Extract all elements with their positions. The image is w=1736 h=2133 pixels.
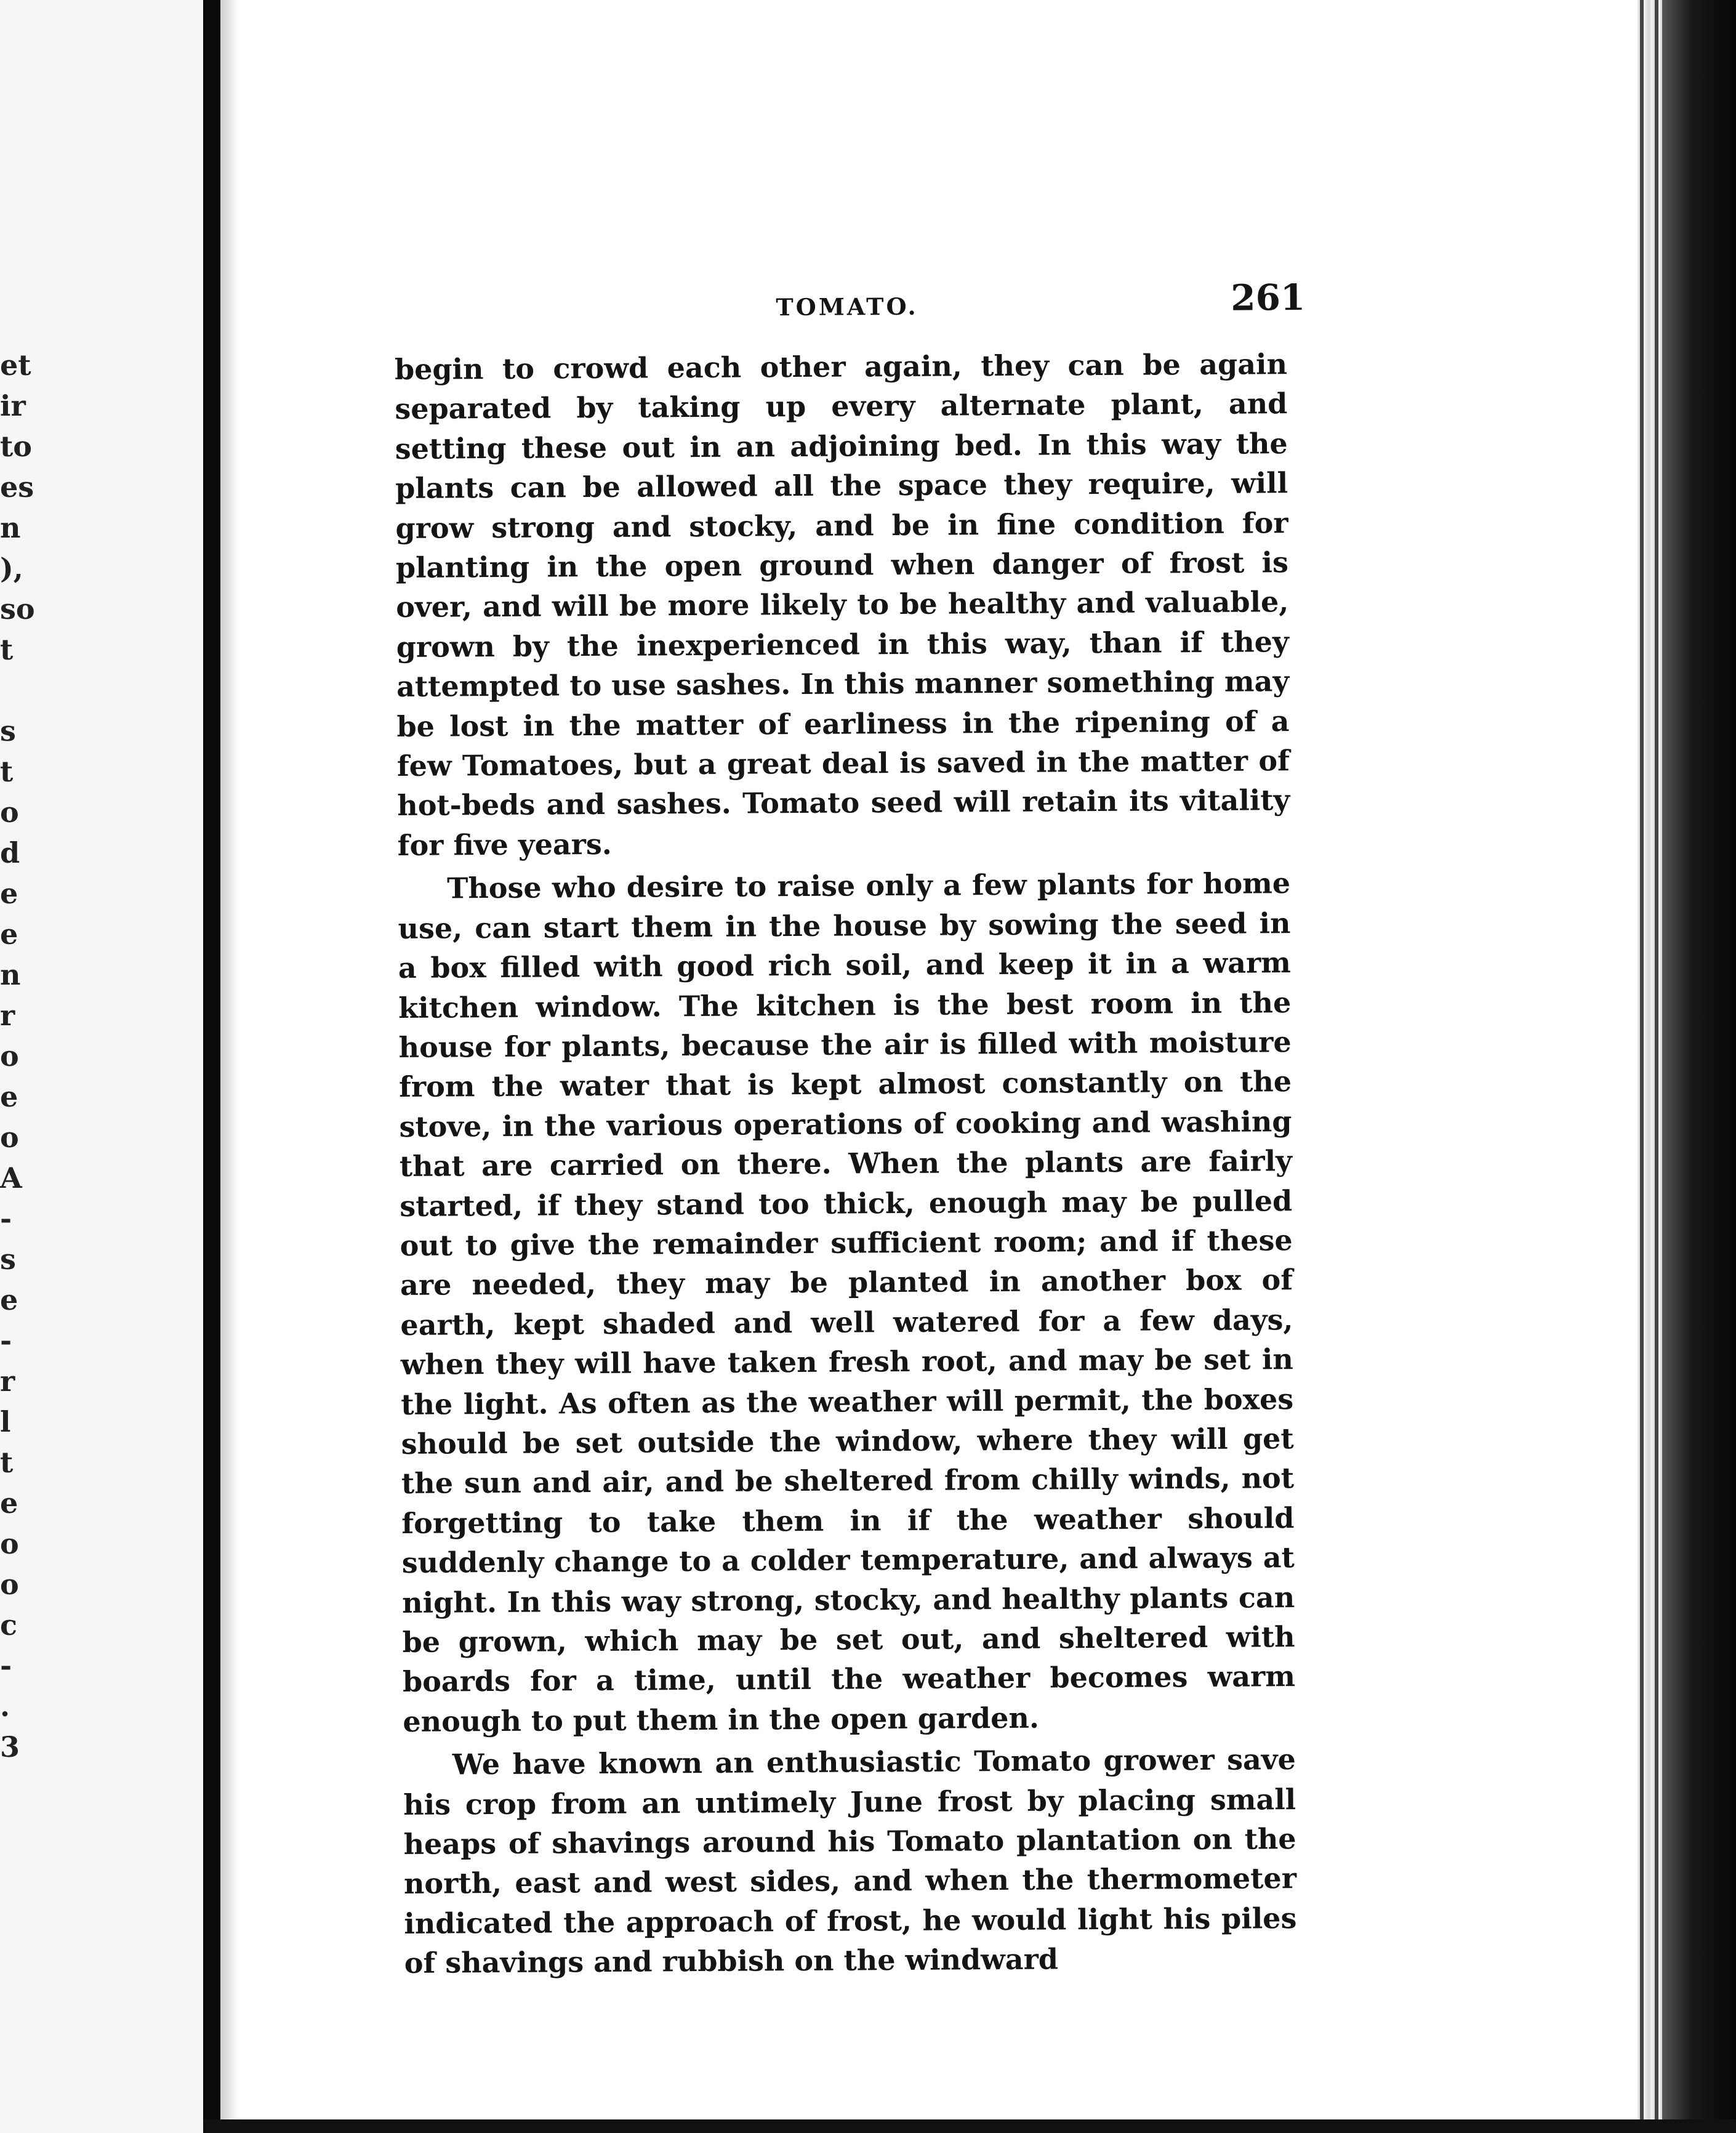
fragment: s [0, 714, 16, 748]
body-text [395, 344, 1297, 1983]
facing-page-text-fragments [0, 345, 37, 1767]
gutter-shadow [220, 0, 239, 2133]
running-head: TOMATO. [776, 292, 918, 321]
fragment: o [0, 1121, 19, 1154]
fragment: t [0, 755, 14, 788]
fragment: t [0, 633, 14, 666]
fragment: d [0, 836, 20, 869]
printed-page [394, 265, 1306, 1986]
fragment: ir [0, 389, 26, 422]
fragment: ), [0, 552, 23, 585]
edge-line [1655, 0, 1658, 2133]
fragment: t [0, 1446, 14, 1479]
fragment: - [0, 1202, 12, 1235]
book-cover-edge [1662, 0, 1736, 2133]
fragment: e [0, 917, 18, 951]
fragment: - [0, 1649, 12, 1682]
fragment: r [0, 1365, 15, 1398]
fragment: o [0, 1568, 19, 1601]
book-gutter [203, 0, 220, 2133]
paragraph: We have known an enthusiastic Tomato grower save his crop from an untimely June frost by placing small heaps of shavings around his Tomato plantation on the north, east and west sides, and when the thermometer indicated the approach of frost, he would light his piles of shavings and rubbish on the windward [403, 1743, 1297, 1980]
fragment: o [0, 1527, 19, 1560]
fragment: e [0, 1486, 18, 1520]
fragment: e [0, 877, 18, 910]
paragraph: Those who desire to raise only a few plants for home use, can start them in the house by sowing the seed in a box filled with good rich soil, and keep it in a warm kitchen window. The kitchen is the best room in the house for plants, because the air is filled with moisture from the water that is kept almost constantly on the stove, in the various operations of cooking and washing that are carried on there. When the plants are fairly started, if they stand too thick, enough may be pulled out to give the remainder sufficient room; and if these are needed, they may be planted in another box of earth, kept shaded and well watered for a few days, when they will have taken fresh root, and may be set in the light. As often as the weather will permit, the boxes should be set outside the window, where they will get the sun and air, and be sheltered from chilly winds, not forgetting to take them in if the weather should suddenly change to a colder temperature, and always at night. In this way strong, stocky, and healthy plants can be grown, which may be set out, and sheltered with boards for a time, until the weather becomes warm enough to put them in the open garden. [398, 866, 1296, 1738]
scan-bottom-edge [203, 2119, 1736, 2133]
fragment: to [0, 430, 32, 463]
fragment: c [0, 1608, 18, 1642]
fragment: - [0, 1324, 12, 1357]
fragment: et [0, 349, 31, 382]
fragment: o [0, 796, 19, 829]
fragment: s [0, 1243, 16, 1276]
fragment: o [0, 1039, 19, 1073]
fragment: es [0, 470, 34, 504]
fragment [0, 670, 37, 711]
paragraph: begin to crowd each other again, they can be again separated by taking up every alternate plant, and setting these out in an adjoining bed. In this way the plants can be allowed all the space they require, will grow strong and stocky, and be in fine condition for planting in the open ground when danger of frost is over, and will be more likely to be healthy and valuable, grown by the inexperienced in this way, than if they attempted to use sashes. In this manner something may be lost in the matter of earliness in the ripening of a few Tomatoes, but a great deal is saved in the matter of hot-beds and sashes. Tomato seed will retain its vitality for five years. [394, 347, 1290, 862]
fragment: n [0, 511, 21, 544]
fragment: A [0, 1161, 22, 1195]
fragment: so [0, 592, 35, 626]
fragment: e [0, 1080, 18, 1113]
fragment: e [0, 1283, 18, 1316]
fragment: l [0, 1405, 11, 1438]
fragment: 3 [0, 1730, 20, 1764]
facing-page-edge [0, 0, 203, 2133]
edge-line [1640, 0, 1644, 2133]
fragment: r [0, 999, 15, 1032]
fragment: . [0, 1690, 10, 1723]
page-header [394, 265, 1306, 339]
page-number: 261 [1231, 276, 1306, 319]
fragment: n [0, 958, 21, 991]
